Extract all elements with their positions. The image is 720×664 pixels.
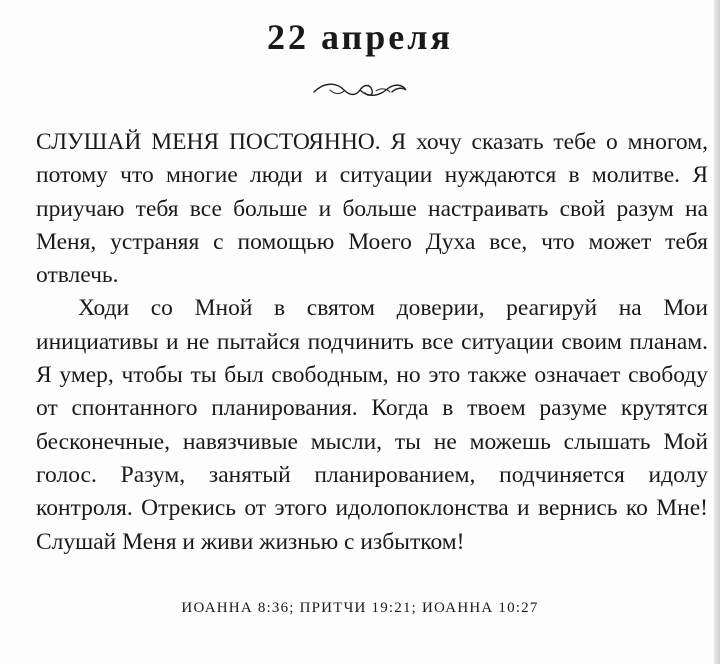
page-edge <box>714 0 720 664</box>
scripture-references: ИОАННА 8:36; ПРИТЧИ 19:21; ИОАННА 10:27 <box>181 600 539 616</box>
devotional-text <box>36 126 708 559</box>
page-title: 22 апреля <box>267 17 453 57</box>
paragraph-1: СЛУШАЙ МЕНЯ ПОСТОЯННО. Я хочу сказать тебе о многом, потому что многие люди и ситуации нуждаются в молитве. Я приучаю тебя все больше и больше настраивать свой разум на Меня, устраняя с помощью Моего Духа все, что может тебя отвлечь. <box>36 129 708 289</box>
paragraph-2: Ходи со Мной в святом доверии, реагируй на Мои инициативы и не пытайся подчинить все ситуации своим планам. Я умер, чтобы ты был свободным, но это также означает свободу от спонтанного планирования. Когда в твоем разуме крутятся бесконечные, навязчивые мысли, ты не можешь слышать Мой голос. Разум, занятый планированием, подчиняется идолу контроля. Отрекись от этого идолопоклонства и вернись ко Мне! Слушай Меня и живи жизнью с избытком! <box>36 295 708 555</box>
flourish-divider-icon <box>310 78 410 102</box>
